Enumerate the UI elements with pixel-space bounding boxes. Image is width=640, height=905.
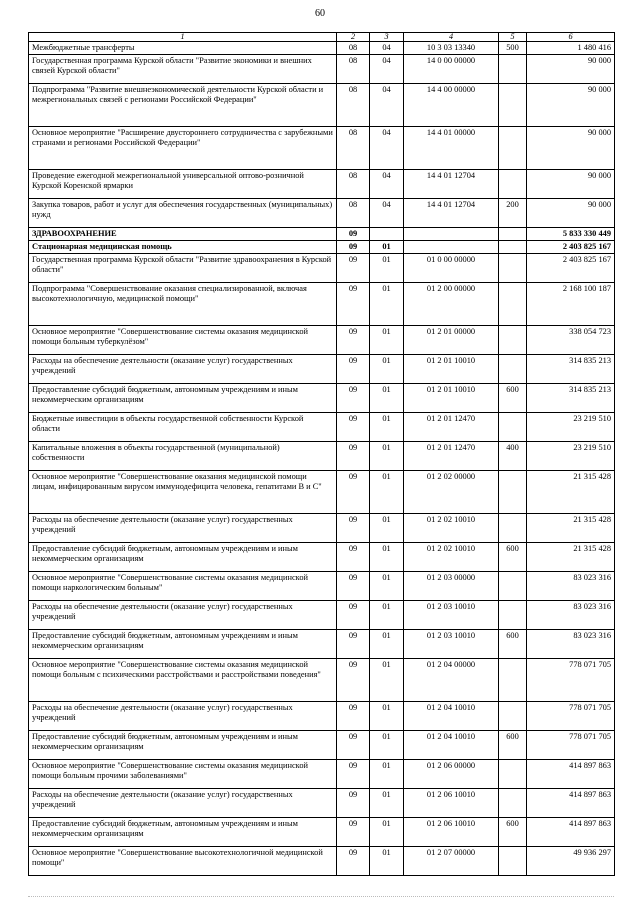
row-subsection-cell: 01 <box>370 702 404 731</box>
row-section-cell: 09 <box>337 326 370 355</box>
row-amount-cell: 23 219 510 <box>527 442 615 471</box>
row-target-article-cell <box>404 228 499 241</box>
row-target-article-cell: 01 2 04 10010 <box>404 702 499 731</box>
row-target-article-cell: 01 2 02 00000 <box>404 471 499 514</box>
row-subsection-cell: 01 <box>370 413 404 442</box>
row-section-cell: 09 <box>337 702 370 731</box>
table-row <box>29 818 615 847</box>
table-row <box>29 241 615 254</box>
row-name-cell: Расходы на обеспечение деятельности (оказание услуг) государственных учреждений <box>29 355 337 384</box>
row-target-article-cell <box>404 241 499 254</box>
row-amount-cell: 414 897 863 <box>527 789 615 818</box>
row-name-cell: Стационарная медицинская помощь <box>29 241 337 254</box>
page-number: 60 <box>315 8 325 19</box>
row-target-article-cell: 14 0 00 00000 <box>404 55 499 84</box>
row-section-cell: 09 <box>337 514 370 543</box>
row-section-cell: 08 <box>337 170 370 199</box>
table-row <box>29 384 615 413</box>
row-amount-cell: 21 315 428 <box>527 543 615 572</box>
row-subsection-cell: 01 <box>370 471 404 514</box>
row-section-cell: 09 <box>337 760 370 789</box>
row-name-cell: Предоставление субсидий бюджетным, автономным учреждениям и иным некоммерческим организациям <box>29 818 337 847</box>
table-row <box>29 254 615 283</box>
table-row <box>29 170 615 199</box>
row-section-cell: 09 <box>337 789 370 818</box>
row-subsection-cell: 04 <box>370 84 404 127</box>
table-row <box>29 601 615 630</box>
row-name-cell: ЗДРАВООХРАНЕНИЕ <box>29 228 337 241</box>
row-section-cell: 08 <box>337 199 370 228</box>
row-amount-cell: 21 315 428 <box>527 514 615 543</box>
row-expense-type-cell <box>499 254 527 283</box>
row-subsection-cell: 01 <box>370 384 404 413</box>
row-target-article-cell: 10 3 03 13340 <box>404 42 499 55</box>
table-row <box>29 514 615 543</box>
row-name-cell: Закупка товаров, работ и услуг для обеспечения государственных (муниципальных) нужд <box>29 199 337 228</box>
row-expense-type-cell <box>499 241 527 254</box>
row-section-cell: 09 <box>337 818 370 847</box>
row-name-cell: Расходы на обеспечение деятельности (оказание услуг) государственных учреждений <box>29 702 337 731</box>
row-amount-cell: 778 071 705 <box>527 702 615 731</box>
row-subsection-cell: 01 <box>370 442 404 471</box>
table-row <box>29 326 615 355</box>
row-section-cell: 09 <box>337 413 370 442</box>
row-section-cell: 09 <box>337 228 370 241</box>
row-subsection-cell <box>370 228 404 241</box>
row-amount-cell: 314 835 213 <box>527 384 615 413</box>
row-section-cell: 08 <box>337 127 370 170</box>
row-amount-cell: 414 897 863 <box>527 818 615 847</box>
row-target-article-cell: 14 4 01 12704 <box>404 170 499 199</box>
row-target-article-cell: 01 2 02 10010 <box>404 514 499 543</box>
row-name-cell: Подпрограмма "Развитие внешнеэкономической деятельности Курской области и межрегиональных связей с регионами Российской Федерации" <box>29 84 337 127</box>
table-row <box>29 659 615 702</box>
row-name-cell: Основное мероприятие "Совершенствование системы оказания медицинской помощи больным с психическими расстройствами и расстройствами поведения" <box>29 659 337 702</box>
row-name-cell: Предоставление субсидий бюджетным, автономным учреждениям и иным некоммерческим организациям <box>29 384 337 413</box>
row-name-cell: Основное мероприятие "Совершенствование системы оказания медицинской помощи больным прочими заболеваниями" <box>29 760 337 789</box>
row-amount-cell: 2 403 825 167 <box>527 254 615 283</box>
table-row <box>29 199 615 228</box>
row-name-cell: Межбюджетные трансферты <box>29 42 337 55</box>
row-expense-type-cell <box>499 702 527 731</box>
row-target-article-cell: 01 2 04 10010 <box>404 731 499 760</box>
row-amount-cell: 90 000 <box>527 170 615 199</box>
row-target-article-cell: 14 4 01 00000 <box>404 127 499 170</box>
row-expense-type-cell: 600 <box>499 818 527 847</box>
row-section-cell: 09 <box>337 847 370 876</box>
row-section-cell: 09 <box>337 543 370 572</box>
row-amount-cell: 49 936 297 <box>527 847 615 876</box>
row-expense-type-cell <box>499 355 527 384</box>
row-expense-type-cell: 600 <box>499 731 527 760</box>
row-target-article-cell: 01 2 02 10010 <box>404 543 499 572</box>
row-amount-cell: 414 897 863 <box>527 760 615 789</box>
row-section-cell: 09 <box>337 283 370 326</box>
row-section-cell: 09 <box>337 572 370 601</box>
row-subsection-cell: 01 <box>370 241 404 254</box>
row-expense-type-cell: 600 <box>499 630 527 659</box>
row-expense-type-cell <box>499 84 527 127</box>
row-target-article-cell: 01 2 01 10010 <box>404 384 499 413</box>
row-section-cell: 09 <box>337 442 370 471</box>
row-target-article-cell: 01 2 06 10010 <box>404 818 499 847</box>
header-cell-1: 1 <box>29 33 337 42</box>
budget-table <box>28 32 615 876</box>
row-target-article-cell: 01 2 06 10010 <box>404 789 499 818</box>
row-subsection-cell: 01 <box>370 572 404 601</box>
row-amount-cell: 90 000 <box>527 199 615 228</box>
row-target-article-cell: 01 2 00 00000 <box>404 283 499 326</box>
row-name-cell: Государственная программа Курской области "Развитие экономики и внешних связей Курской области" <box>29 55 337 84</box>
row-section-cell: 09 <box>337 731 370 760</box>
row-subsection-cell: 01 <box>370 659 404 702</box>
row-amount-cell: 5 833 330 449 <box>527 228 615 241</box>
row-target-article-cell: 01 2 01 12470 <box>404 413 499 442</box>
row-name-cell: Основное мероприятие "Расширение двустороннего сотрудничества с зарубежными странами и регионами Российской Федерации" <box>29 127 337 170</box>
row-amount-cell: 2 168 100 187 <box>527 283 615 326</box>
row-expense-type-cell: 400 <box>499 442 527 471</box>
table-row <box>29 283 615 326</box>
row-section-cell: 08 <box>337 42 370 55</box>
row-target-article-cell: 01 2 06 00000 <box>404 760 499 789</box>
row-expense-type-cell <box>499 55 527 84</box>
header-cell-5: 5 <box>499 33 527 42</box>
row-subsection-cell: 04 <box>370 170 404 199</box>
row-name-cell: Расходы на обеспечение деятельности (оказание услуг) государственных учреждений <box>29 514 337 543</box>
row-name-cell: Проведение ежегодной межрегиональной универсальной оптово-розничной Курской Коренской ярмарки <box>29 170 337 199</box>
row-subsection-cell: 01 <box>370 601 404 630</box>
header-cell-2: 2 <box>337 33 370 42</box>
row-target-article-cell: 01 2 03 00000 <box>404 572 499 601</box>
row-subsection-cell: 04 <box>370 55 404 84</box>
row-expense-type-cell <box>499 847 527 876</box>
row-section-cell: 09 <box>337 659 370 702</box>
row-target-article-cell: 01 2 01 12470 <box>404 442 499 471</box>
row-expense-type-cell <box>499 471 527 514</box>
row-expense-type-cell: 600 <box>499 543 527 572</box>
row-name-cell: Основное мероприятие "Совершенствование системы оказания медицинской помощи наркологическим больным" <box>29 572 337 601</box>
row-subsection-cell: 01 <box>370 789 404 818</box>
row-subsection-cell: 04 <box>370 127 404 170</box>
row-amount-cell: 2 403 825 167 <box>527 241 615 254</box>
row-expense-type-cell: 500 <box>499 42 527 55</box>
row-expense-type-cell <box>499 283 527 326</box>
table-row <box>29 789 615 818</box>
row-name-cell: Предоставление субсидий бюджетным, автономным учреждениям и иным некоммерческим организациям <box>29 731 337 760</box>
row-target-article-cell: 01 2 01 10010 <box>404 355 499 384</box>
row-expense-type-cell <box>499 659 527 702</box>
row-name-cell: Основное мероприятие "Совершенствование системы оказания медицинской помощи больным туберкулёзом" <box>29 326 337 355</box>
row-expense-type-cell <box>499 170 527 199</box>
row-expense-type-cell <box>499 789 527 818</box>
row-amount-cell: 314 835 213 <box>527 355 615 384</box>
table-row <box>29 228 615 241</box>
row-expense-type-cell <box>499 127 527 170</box>
row-section-cell: 09 <box>337 254 370 283</box>
row-subsection-cell: 01 <box>370 818 404 847</box>
row-target-article-cell: 14 4 01 12704 <box>404 199 499 228</box>
row-amount-cell: 338 054 723 <box>527 326 615 355</box>
row-subsection-cell: 01 <box>370 355 404 384</box>
row-subsection-cell: 01 <box>370 283 404 326</box>
table-row <box>29 55 615 84</box>
row-subsection-cell: 01 <box>370 543 404 572</box>
row-section-cell: 09 <box>337 471 370 514</box>
table-row <box>29 471 615 514</box>
table-header-row <box>29 33 615 42</box>
row-subsection-cell: 04 <box>370 42 404 55</box>
row-name-cell: Государственная программа Курской области "Развитие здравоохранения в Курской области" <box>29 254 337 283</box>
row-target-article-cell: 01 2 01 00000 <box>404 326 499 355</box>
row-expense-type-cell <box>499 228 527 241</box>
row-amount-cell: 83 023 316 <box>527 572 615 601</box>
row-amount-cell: 90 000 <box>527 84 615 127</box>
row-section-cell: 09 <box>337 601 370 630</box>
table-row <box>29 355 615 384</box>
row-subsection-cell: 01 <box>370 760 404 789</box>
row-expense-type-cell: 600 <box>499 384 527 413</box>
row-name-cell: Основное мероприятие "Совершенствование высокотехнологичной медицинской помощи" <box>29 847 337 876</box>
row-amount-cell: 778 071 705 <box>527 659 615 702</box>
row-name-cell: Предоставление субсидий бюджетным, автономным учреждениям и иным некоммерческим организациям <box>29 543 337 572</box>
table-body <box>29 33 615 876</box>
row-section-cell: 08 <box>337 55 370 84</box>
row-expense-type-cell <box>499 326 527 355</box>
row-target-article-cell: 01 0 00 00000 <box>404 254 499 283</box>
row-section-cell: 08 <box>337 84 370 127</box>
row-target-article-cell: 01 2 03 10010 <box>404 601 499 630</box>
row-amount-cell: 21 315 428 <box>527 471 615 514</box>
row-section-cell: 09 <box>337 384 370 413</box>
row-name-cell: Предоставление субсидий бюджетным, автономным учреждениям и иным некоммерческим организациям <box>29 630 337 659</box>
row-subsection-cell: 04 <box>370 199 404 228</box>
row-subsection-cell: 01 <box>370 630 404 659</box>
row-amount-cell: 83 023 316 <box>527 601 615 630</box>
row-name-cell: Расходы на обеспечение деятельности (оказание услуг) государственных учреждений <box>29 789 337 818</box>
row-section-cell: 09 <box>337 241 370 254</box>
row-expense-type-cell: 200 <box>499 199 527 228</box>
row-name-cell: Подпрограмма "Совершенствование оказания специализированной, включая высокотехнологичную, медицинской помощи" <box>29 283 337 326</box>
row-expense-type-cell <box>499 572 527 601</box>
header-cell-6: 6 <box>527 33 615 42</box>
row-subsection-cell: 01 <box>370 731 404 760</box>
table-row <box>29 84 615 127</box>
row-name-cell: Капитальные вложения в объекты государственной (муниципальной) собственности <box>29 442 337 471</box>
row-target-article-cell: 01 2 04 00000 <box>404 659 499 702</box>
row-amount-cell: 23 219 510 <box>527 413 615 442</box>
row-expense-type-cell <box>499 514 527 543</box>
row-name-cell: Бюджетные инвестиции в объекты государственной собственности Курской области <box>29 413 337 442</box>
row-subsection-cell: 01 <box>370 326 404 355</box>
row-amount-cell: 778 071 705 <box>527 731 615 760</box>
row-subsection-cell: 01 <box>370 254 404 283</box>
table-row <box>29 413 615 442</box>
row-target-article-cell: 01 2 07 00000 <box>404 847 499 876</box>
header-cell-4: 4 <box>404 33 499 42</box>
table-row <box>29 543 615 572</box>
row-amount-cell: 90 000 <box>527 55 615 84</box>
table-row <box>29 127 615 170</box>
table-row <box>29 731 615 760</box>
table-row <box>29 760 615 789</box>
row-amount-cell: 90 000 <box>527 127 615 170</box>
row-amount-cell: 1 480 416 <box>527 42 615 55</box>
table-row <box>29 42 615 55</box>
row-expense-type-cell <box>499 760 527 789</box>
row-target-article-cell: 14 4 00 00000 <box>404 84 499 127</box>
footer-divider <box>28 896 614 897</box>
table-row <box>29 702 615 731</box>
row-expense-type-cell <box>499 601 527 630</box>
row-amount-cell: 83 023 316 <box>527 630 615 659</box>
row-section-cell: 09 <box>337 355 370 384</box>
row-subsection-cell: 01 <box>370 847 404 876</box>
table-row <box>29 630 615 659</box>
row-subsection-cell: 01 <box>370 514 404 543</box>
row-target-article-cell: 01 2 03 10010 <box>404 630 499 659</box>
row-expense-type-cell <box>499 413 527 442</box>
row-name-cell: Основное мероприятие "Совершенствование оказания медицинской помощи лицам, инфицированным вирусом иммунодефицита человека, гепатитами В и С" <box>29 471 337 514</box>
header-cell-3: 3 <box>370 33 404 42</box>
table-row <box>29 442 615 471</box>
row-name-cell: Расходы на обеспечение деятельности (оказание услуг) государственных учреждений <box>29 601 337 630</box>
table-row <box>29 572 615 601</box>
row-section-cell: 09 <box>337 630 370 659</box>
table-row <box>29 847 615 876</box>
